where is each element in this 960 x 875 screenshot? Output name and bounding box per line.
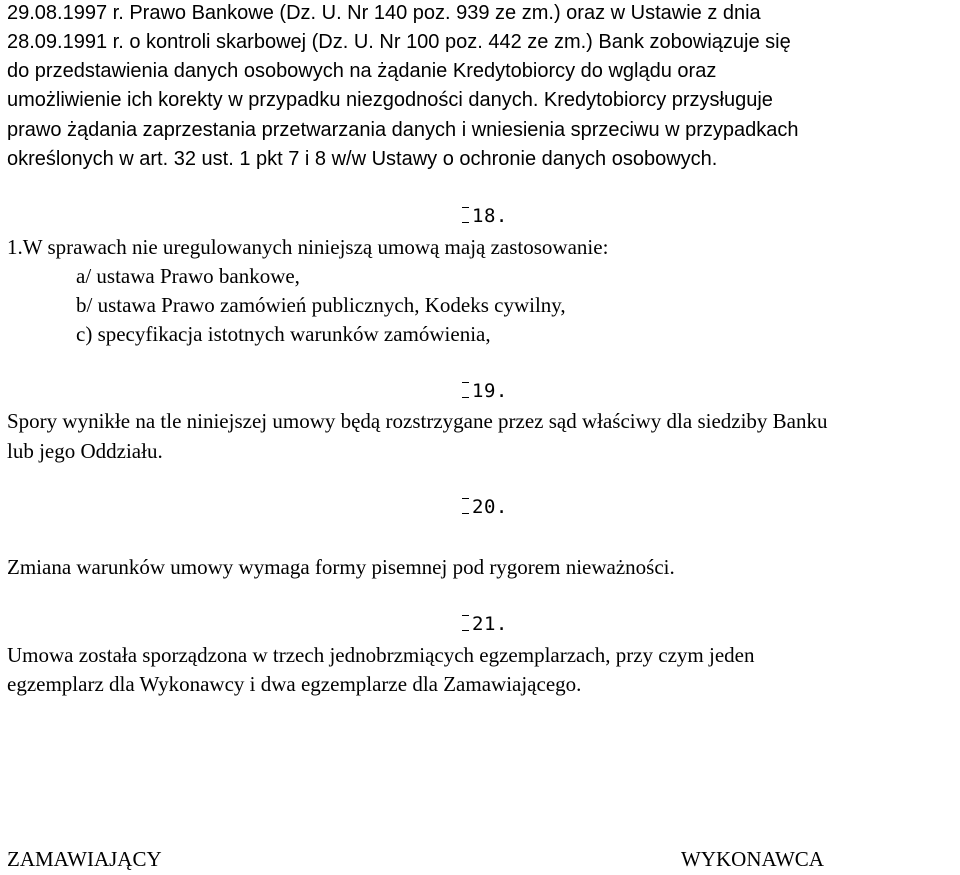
signature-right-label: WYKONAWCA bbox=[681, 847, 824, 871]
intro-line-1: 29.08.1997 r. Prawo Bankowe (Dz. U. Nr 140 poz. 939 ze zm.) oraz w Ustawie z dnia bbox=[7, 2, 761, 24]
section-18-item-b: b/ ustawa Prawo zamówień publicznych, Kodeks cywilny, bbox=[76, 293, 566, 317]
section-21-line-1: Umowa została sporządzona w trzech jednobrzmiących egzemplarzach, przy czym jeden bbox=[7, 643, 755, 667]
section-18-lead: 1.W sprawach nie uregulowanych niniejszą umową mają zastosowanie: bbox=[7, 235, 609, 259]
section-19-line-1: Spory wynikłe na tle niniejszej umowy będą rozstrzygane przez sąd właściwy dla siedziby Banku bbox=[7, 409, 828, 433]
section-18-item-c: c) specyfikacja istotnych warunków zamówienia, bbox=[76, 322, 491, 346]
section-19-heading bbox=[462, 382, 508, 401]
section-19-line-2: lub jego Oddziału. bbox=[7, 439, 163, 463]
section-18-heading bbox=[462, 207, 508, 226]
signature-left-label: ZAMAWIAJĄCY bbox=[7, 847, 162, 871]
section-sign-icon bbox=[462, 615, 469, 631]
section-sign-icon bbox=[462, 382, 469, 398]
section-21-line-2: egzemplarz dla Wykonawcy i dwa egzemplarze dla Zamawiającego. bbox=[7, 672, 582, 696]
intro-line-6: określonych w art. 32 ust. 1 pkt 7 i 8 w/w Ustawy o ochronie danych osobowych. bbox=[7, 148, 718, 170]
section-18-item-a: a/ ustawa Prawo bankowe, bbox=[76, 264, 300, 288]
intro-line-4: umożliwienie ich korekty w przypadku niezgodności danych. Kredytobiorcy przysługuje bbox=[7, 89, 773, 111]
intro-line-5: prawo żądania zaprzestania przetwarzania danych i wniesienia sprzeciwu w przypadkach bbox=[7, 119, 799, 141]
section-21-heading bbox=[462, 615, 508, 634]
section-18-number: 18. bbox=[472, 205, 508, 227]
section-20-heading bbox=[462, 498, 508, 517]
section-20-text: Zmiana warunków umowy wymaga formy pisemnej pod rygorem nieważności. bbox=[7, 555, 675, 579]
section-21-number: 21. bbox=[472, 613, 508, 635]
intro-line-3: do przedstawienia danych osobowych na żądanie Kredytobiorcy do wglądu oraz bbox=[7, 60, 717, 82]
intro-line-2: 28.09.1991 r. o kontroli skarbowej (Dz. U. Nr 100 poz. 442 ze zm.) Bank zobowiązuje się bbox=[7, 31, 791, 53]
section-sign-icon bbox=[462, 207, 469, 223]
section-19-number: 19. bbox=[472, 380, 508, 402]
section-sign-icon bbox=[462, 498, 469, 514]
section-20-number: 20. bbox=[472, 496, 508, 518]
